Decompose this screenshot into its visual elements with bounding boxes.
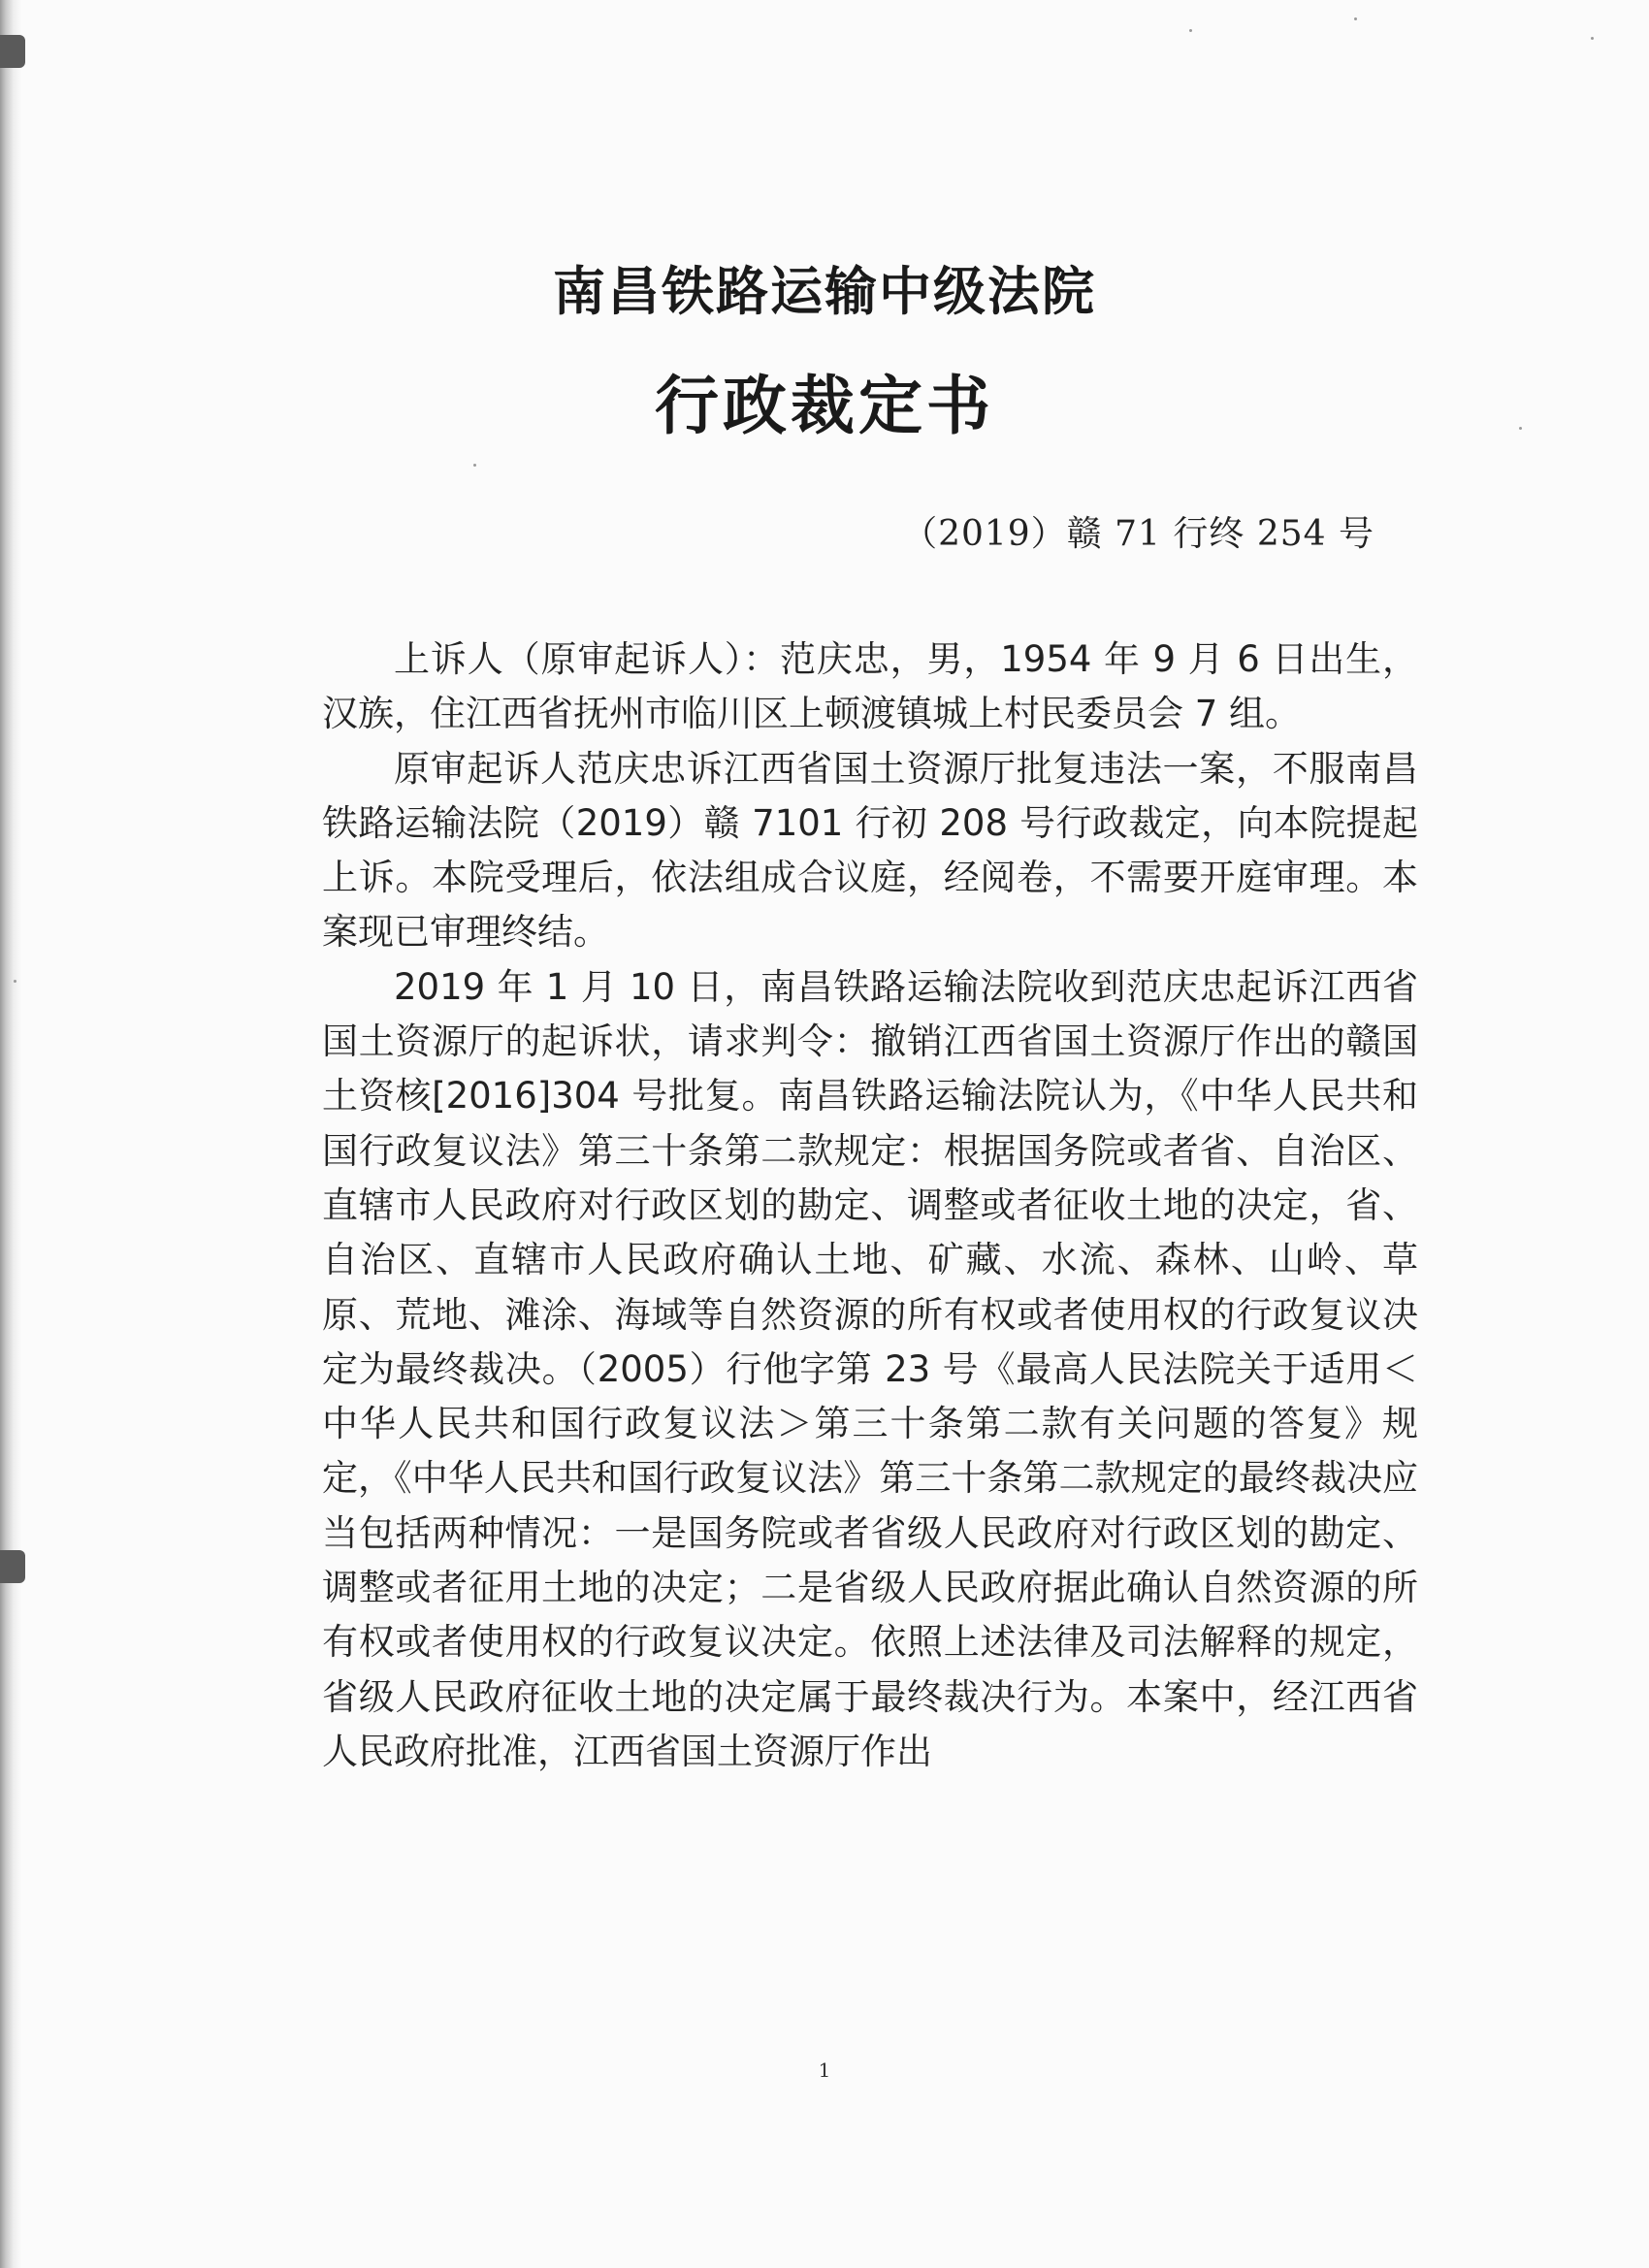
scan-speck [1189,29,1192,32]
scan-edge-shadow [0,0,21,2268]
appellant-paragraph: 上诉人（原审起诉人）：范庆忠，男，1954 年 9 月 6 日出生，汉族，住江西省抚州市临川区上顿渡镇城上村民委员会 7 组。 [322,638,1418,735]
case-background-paragraph: 原审起诉人范庆忠诉江西省国土资源厅批复违法一案，不服南昌铁路运输法院（2019）赣 7101 行初 208 号行政裁定，向本院提起上诉。本院受理后，依法组成合议庭，经阅卷，不需要开庭审理。本案现已审理终结。 [322,747,1418,954]
page-number: 1 [818,2058,831,2082]
binding-mark [0,1550,25,1583]
scan-speck [473,464,476,467]
scan-speck [1354,17,1357,20]
court-name: 南昌铁路运输中级法院 [553,261,1096,322]
binding-mark [0,35,25,68]
first-instance-paragraph: 2019 年 1 月 10 日，南昌铁路运输法院收到范庆忠起诉江西省国土资源厅的起诉状，请求判令：撤销江西省国土资源厅作出的赣国土资核[2016]304 号批复。南昌铁路运输法院认为，《中华人民共和国行政复议法》第三十条第二款规定：根据国务院或者省、自治区、直辖市人民政府对行政区划的勘定、调整或者征收土地的决定，省、自治区、直辖市人民政府确认土地、矿藏、水流、森林、山岭、草原、荒地、滩涂、海域等自然资源的所有权或者使用权的行政复议决定为最终裁决。（2005）行他字第 23 号《最高人民法院关于适用＜中华人民共和国行政复议法＞第三十条第二款有关问题的答复》规定，《中华人民共和国行政复议法》第三十条第二款规定的最终裁决应当包括两种情况：一是国务院或者省级人民政府对行政区划的勘定、调整或者征用土地的决定；二是省级人民政府据此确认自然资源的所有权或者使用权的行政复议决定。依照上述法律及司法解释的规定，省级人民政府征收土地的决定属于最终裁决行为。本案中，经江西省人民政府批准，江西省国土资源厅作出 [322,965,1418,1772]
scan-speck [14,980,16,983]
document-title: 行政裁定书 [655,369,994,443]
scan-speck [1591,37,1594,40]
document-body [322,632,1418,1779]
case-number: （2019）赣 71 行终 254 号 [902,514,1374,554]
